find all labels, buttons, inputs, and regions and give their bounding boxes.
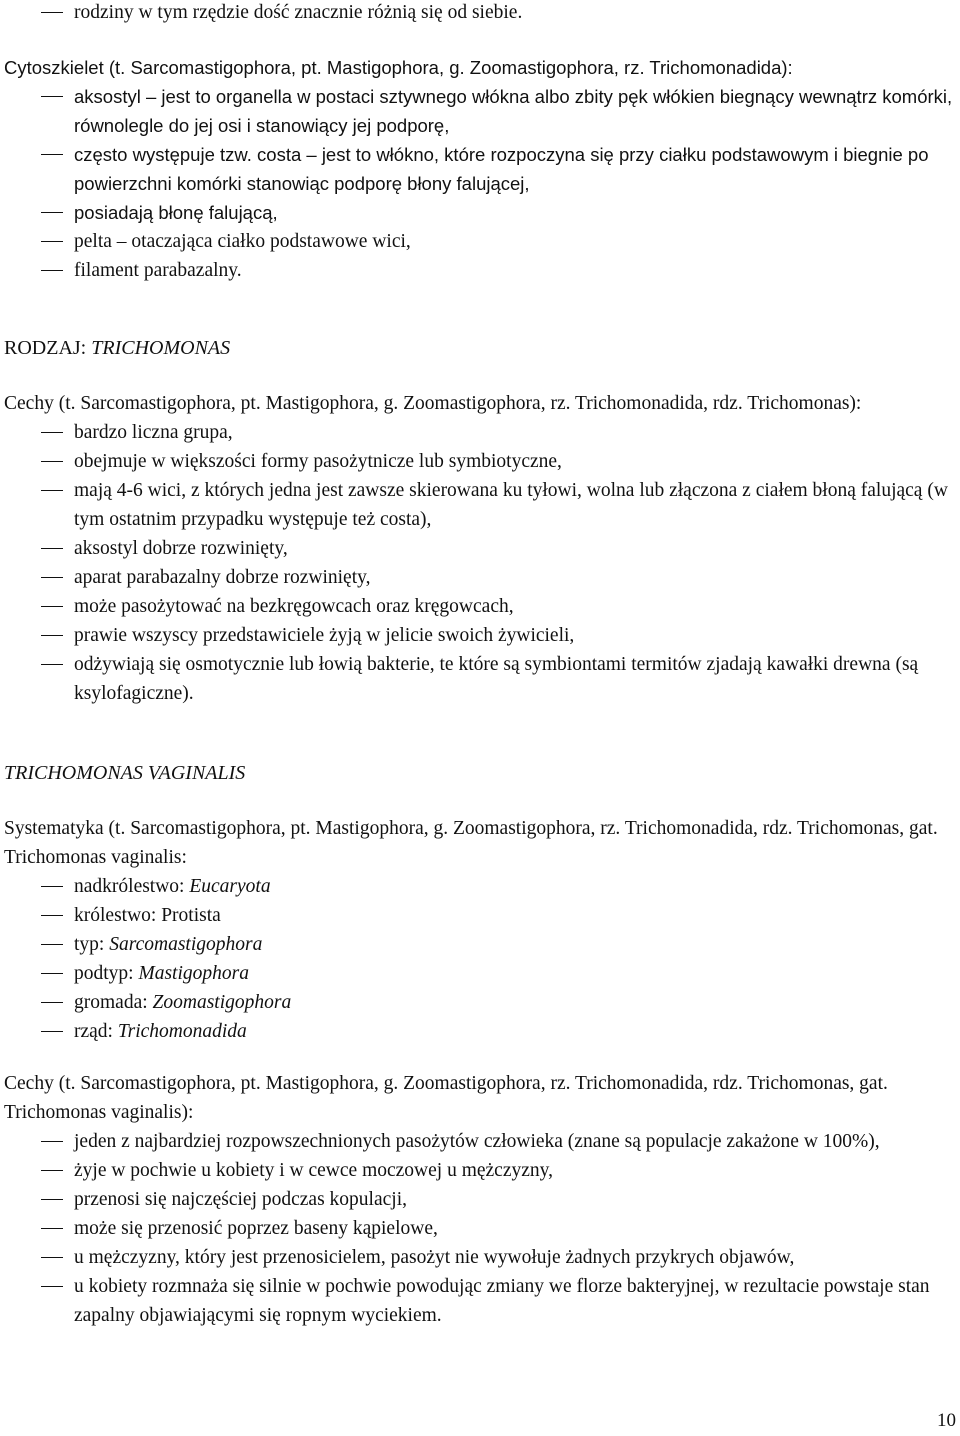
section-heading xyxy=(4,814,954,872)
list-item: prawie wszyscy przedstawiciele żyją w jelicie swoich żywicieli, xyxy=(4,621,954,650)
list-item-text: costa – jest to włókno, które rozpoczyna się przy ciałku podstawowym i biegnie po powierzchni komórki stanowiąc podporę błony falującej, xyxy=(74,144,929,194)
heading-taxon: (t. Sarcomastigophora, pt. Mastigophora, g. Zoomastigophora, rz. Trichomonadida, rdz. Trichomonas): xyxy=(53,393,862,414)
taxonomy-item xyxy=(4,930,954,959)
heading-lead: Cytoszkielet xyxy=(4,57,104,78)
genus-name: TRICHOMONAS xyxy=(91,337,231,359)
systematyka-section xyxy=(4,814,954,1046)
list-item: jeden z najbardziej rozpowszechnionych pasożytów człowieka (znane są populacje zakażone w 100%), xyxy=(4,1127,954,1156)
taxonomy-item xyxy=(4,988,954,1017)
list-item: rodziny w tym rzędzie dość znacznie różnią się od siebie. xyxy=(4,0,954,27)
taxonomy-label: królestwo: xyxy=(74,905,162,926)
taxonomy-value: Mastigophora xyxy=(138,963,249,984)
section-heading xyxy=(4,389,954,418)
section-heading xyxy=(4,53,954,82)
section-heading xyxy=(4,1069,954,1127)
list-item: może pasożytować na bezkręgowcach oraz kręgowcach, xyxy=(4,592,954,621)
cytoszkielet-section xyxy=(4,53,954,285)
list-item: u kobiety rozmnaża się silnie w pochwie powodując zmiany we florze bakteryjnej, w rezultacie powstaje stan zapalny objawiającymi się ropnym wyciekiem. xyxy=(4,1272,954,1330)
heading-lead: Cechy xyxy=(4,393,54,414)
taxonomy-value: Eucaryota xyxy=(189,876,271,897)
list-item: pelta – otaczająca ciałko podstawowe wici, xyxy=(4,227,954,256)
taxonomy-label: rząd: xyxy=(74,1021,118,1042)
list-item: bardzo liczna grupa, xyxy=(4,418,954,447)
taxonomy-item xyxy=(4,872,954,901)
list-item: filament parabazalny. xyxy=(4,256,954,285)
heading-end: : xyxy=(181,847,187,868)
taxonomy-value: Zoomastigophora xyxy=(152,992,292,1013)
list-item: może się przenosić poprzez baseny kąpielowe, xyxy=(4,1214,954,1243)
taxonomy-value: Trichomonadida xyxy=(117,1021,247,1042)
taxonomy-label: nadkrólestwo: xyxy=(74,876,190,897)
cechy-species-section xyxy=(4,1069,954,1330)
heading-lead: Cechy xyxy=(4,1073,54,1094)
taxonomy-label: gromada: xyxy=(74,992,153,1013)
taxonomy-label: typ: xyxy=(74,934,110,955)
taxonomy-value: Protista xyxy=(161,905,221,926)
genus-title xyxy=(4,334,954,363)
list-item: mają 4-6 wici, z których jedna jest zawsze skierowana ku tyłowi, wolna lub złączona z ciałem błoną falującą (w tym ostatnim przypadku występuje też costa), xyxy=(4,476,954,534)
list-item: posiadają błonę falującą, xyxy=(4,198,954,227)
taxonomy-value: Sarcomastigophora xyxy=(109,934,263,955)
taxonomy-label: podtyp: xyxy=(74,963,139,984)
list-item: aparat parabazalny dobrze rozwinięty, xyxy=(4,563,954,592)
list-item: aksostyl dobrze rozwinięty, xyxy=(4,534,954,563)
heading-taxon: (t. Sarcomastigophora, pt. Mastigophora, g. Zoomastigophora, rz. Trichomonadida, rdz. Trichomonas, gat. Trichomonas vaginalis xyxy=(4,818,938,868)
species-title: TRICHOMONAS VAGINALIS xyxy=(4,762,246,784)
list-item: aksostyl – jest to organella w postaci sztywnego włókna albo zbity pęk włókien biegnący wewnątrz komórki, równolegle do jej osi i stanowiący jej podporę, xyxy=(4,82,954,140)
taxonomy-item xyxy=(4,901,954,930)
list-item: u mężczyzny, który jest przenosicielem, pasożyt nie wywołuje żadnych przykrych objawów, xyxy=(4,1243,954,1272)
heading-lead: Systematyka xyxy=(4,818,104,839)
list-item: przenosi się najczęściej podczas kopulacji, xyxy=(4,1185,954,1214)
list-item xyxy=(4,140,954,198)
heading-taxon: (t. Sarcomastigophora, pt. Mastigophora, g. Zoomastigophora, rz. Trichomonadida, rdz. Trichomonas, gat. Trichomonas vaginalis): xyxy=(4,1073,888,1123)
list-item: obejmuje w większości formy pasożytnicze lub symbiotyczne, xyxy=(4,447,954,476)
taxonomy-item xyxy=(4,959,954,988)
list-item: żyje w pochwie u kobiety i w cewce moczowej u mężczyzny, xyxy=(4,1156,954,1185)
page-number: 10 xyxy=(937,1410,956,1431)
heading-taxon: (t. Sarcomastigophora, pt. Mastigophora, g. Zoomastigophora, rz. Trichomonadida): xyxy=(103,57,793,78)
taxonomy-item xyxy=(4,1017,954,1046)
cechy-genus-section xyxy=(4,389,954,708)
list-item-text: często występuje tzw. xyxy=(74,144,252,165)
genus-label: RODZAJ: xyxy=(4,337,87,359)
list-item: odżywiają się osmotycznie lub łowią bakterie, te które są symbiontami termitów zjadają kawałki drewna (są ksylofagiczne). xyxy=(4,650,954,708)
top-list-section xyxy=(4,0,954,27)
